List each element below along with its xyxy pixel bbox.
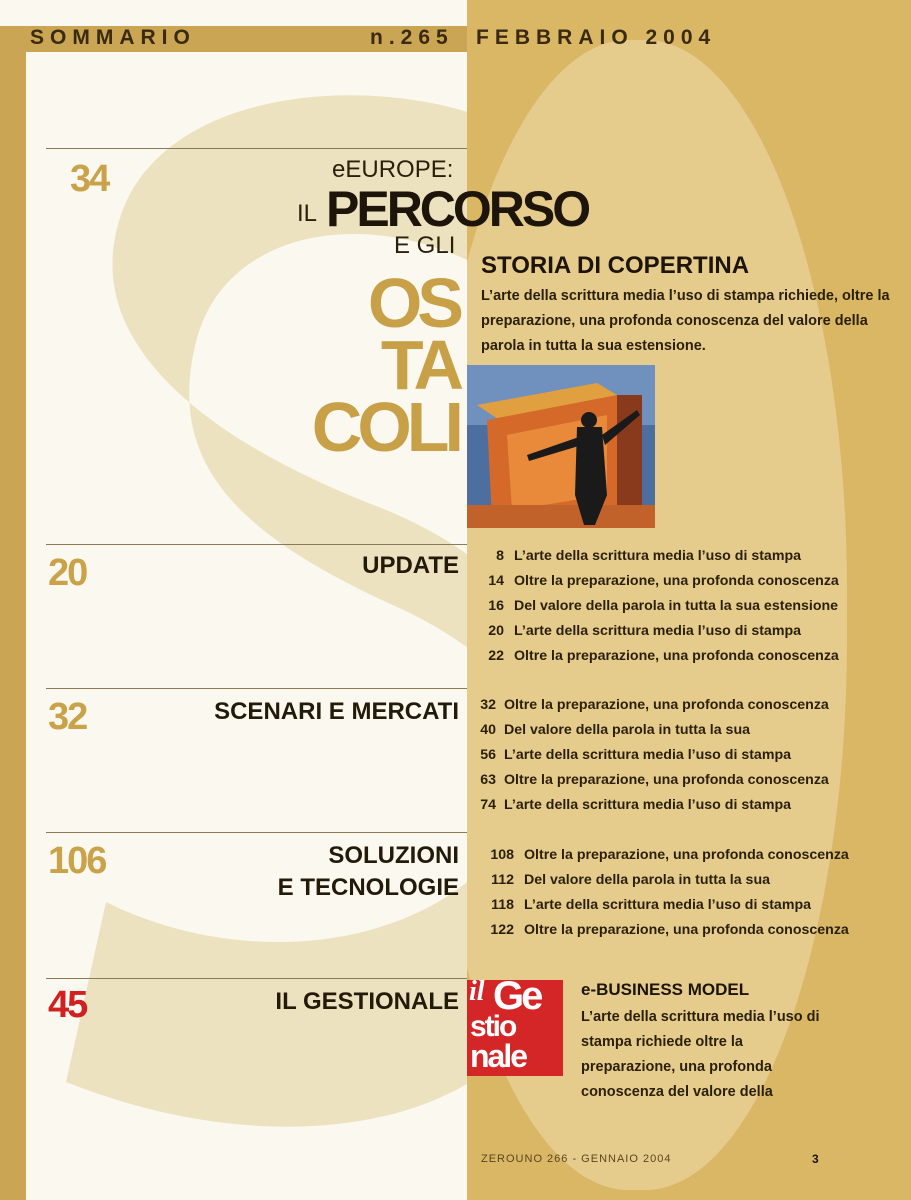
section-heading: IL GESTIONALE — [275, 988, 459, 1015]
item-page: 14 — [488, 573, 504, 589]
footer-issue: ZEROUNO 266 - GENNAIO 2004 — [481, 1153, 672, 1165]
item-text: L’arte della scrittura media l’uso di stampa — [504, 747, 791, 763]
list-item — [476, 697, 829, 722]
section-heading: UPDATE — [362, 552, 459, 579]
item-text: Del valore della parola in tutta la sua estensione — [514, 598, 839, 614]
list-item — [476, 897, 849, 922]
cover-story-text: L’arte della scrittura media l’uso di stampa richiede, oltre la preparazione, una profonda conoscenza del valore della parola in tutta la sua estensione. — [481, 288, 890, 354]
page-number: 3 — [812, 1152, 819, 1166]
item-text: Oltre la preparazione, una profonda conoscenza — [504, 772, 829, 788]
gestionale-logo — [467, 980, 563, 1076]
ebusiness-title: e-BUSINESS MODEL — [581, 980, 750, 999]
list-item — [476, 797, 829, 822]
item-text: Oltre la preparazione, una profonda conoscenza — [514, 573, 839, 589]
item-page: 108 — [490, 847, 514, 863]
header-strip — [0, 0, 467, 26]
issue-number: n.265 — [370, 26, 454, 49]
item-page: 16 — [488, 598, 504, 614]
list-item — [476, 598, 839, 623]
section-page-number: 20 — [48, 552, 87, 594]
list-item — [476, 648, 839, 673]
divider — [46, 148, 467, 149]
item-text: Del valore della parola in tutta la sua — [504, 722, 750, 738]
item-text: L’arte della scrittura media l’uso di stampa — [514, 623, 801, 639]
logo-nale: nale — [470, 1038, 527, 1074]
item-page: 74 — [480, 797, 496, 813]
section-heading — [278, 840, 459, 904]
item-page: 40 — [480, 722, 496, 738]
item-text: Oltre la preparazione, una profonda conoscenza — [524, 847, 849, 863]
section-item-list — [476, 697, 829, 822]
list-item — [476, 922, 849, 947]
section-page-number: 45 — [48, 984, 87, 1026]
cover-line2-small: IL — [297, 200, 318, 227]
section-page-number: 32 — [48, 696, 87, 738]
ostacoli-line: TA — [380, 326, 459, 404]
cover-line2-big: PERCORSO — [326, 181, 589, 237]
divider — [46, 832, 467, 833]
cover-story-title: STORIA DI COPERTINA — [481, 252, 750, 279]
ostacoli-line: COLI — [311, 388, 459, 466]
divider — [46, 688, 467, 689]
section-heading: SCENARI E MERCATI — [214, 698, 459, 725]
divider — [46, 544, 467, 545]
cover-page-number: 34 — [70, 158, 109, 200]
list-item — [476, 772, 829, 797]
item-page: 112 — [491, 872, 514, 888]
cover-illustration — [467, 365, 655, 528]
logo-ge: Ge — [493, 980, 541, 1018]
section-item-list — [476, 548, 839, 673]
item-page: 20 — [488, 623, 504, 639]
item-text: Oltre la preparazione, una profonda conoscenza — [514, 648, 839, 664]
list-item — [476, 623, 839, 648]
section-heading-line: E TECNOLOGIE — [277, 874, 459, 901]
item-page: 118 — [491, 897, 514, 913]
item-text: Oltre la preparazione, una profonda conoscenza — [504, 697, 829, 713]
list-item — [476, 847, 849, 872]
cover-line3: E GLI — [394, 232, 456, 259]
logo-stio: stio — [470, 1010, 516, 1043]
item-page: 32 — [480, 697, 496, 713]
item-text: Oltre la preparazione, una profonda conoscenza — [524, 922, 849, 938]
list-item — [476, 747, 829, 772]
item-page: 63 — [480, 772, 496, 788]
ebusiness-text: L’arte della scrittura media l’uso di stampa richiede oltre la preparazione, una profonda conoscenza del valore della — [581, 1009, 820, 1100]
item-text: Del valore della parola in tutta la sua — [524, 872, 770, 888]
list-item — [476, 872, 849, 897]
cover-line1: eEUROPE: — [332, 156, 454, 183]
list-item — [476, 573, 839, 598]
list-item — [476, 548, 839, 573]
section-page-number: 106 — [48, 840, 106, 882]
logo-il: il — [469, 980, 485, 1007]
ostacoli-line: OS — [367, 264, 459, 342]
item-text: L’arte della scrittura media l’uso di stampa — [514, 548, 801, 564]
item-page: 22 — [488, 648, 504, 664]
divider — [46, 978, 467, 979]
item-page: 56 — [480, 747, 496, 763]
section-item-list — [476, 847, 849, 947]
item-page: 8 — [496, 548, 504, 564]
issue-date: FEBBRAIO 2004 — [476, 26, 717, 49]
item-text: L’arte della scrittura media l’uso di stampa — [524, 897, 811, 913]
cover-ostacoli — [311, 264, 459, 466]
section-heading-line: SOLUZIONI — [328, 842, 459, 869]
section-title: SOMMARIO — [30, 26, 196, 49]
list-item — [476, 722, 829, 747]
item-page: 122 — [490, 922, 514, 938]
item-text: L’arte della scrittura media l’uso di stampa — [504, 797, 791, 813]
